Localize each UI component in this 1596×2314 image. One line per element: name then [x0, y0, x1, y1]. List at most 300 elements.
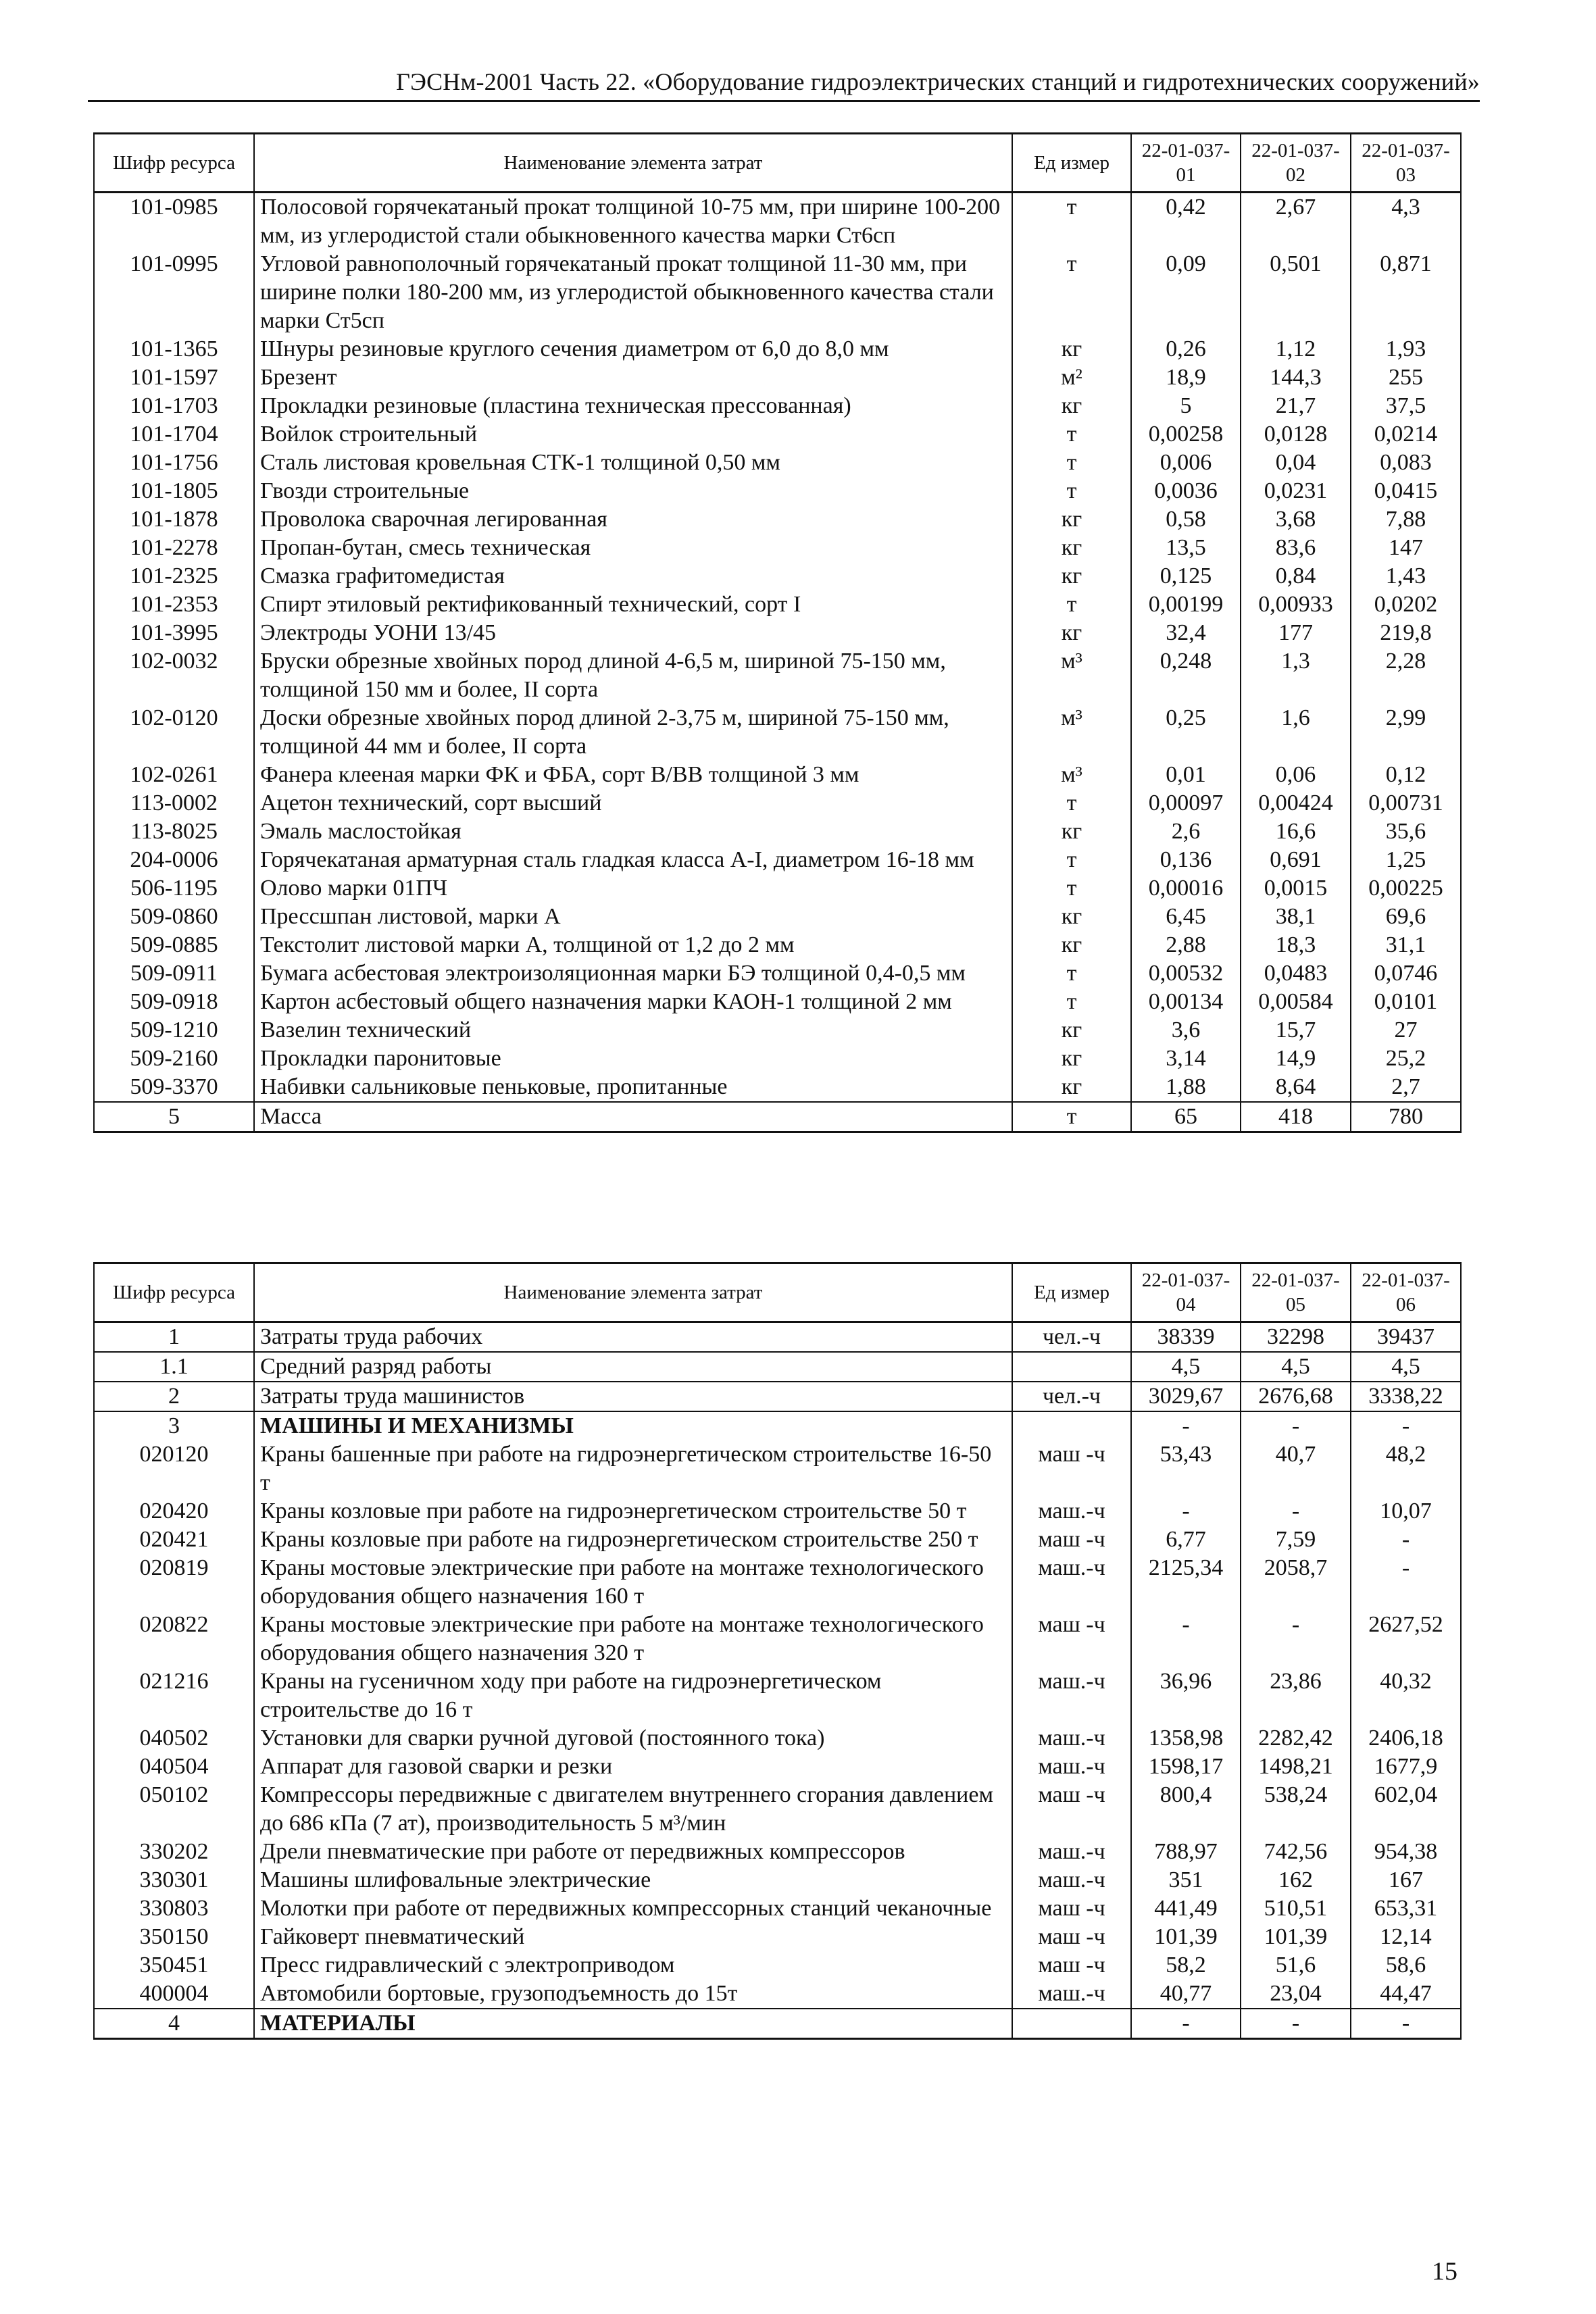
cell-value: 1498,21 [1241, 1753, 1351, 1781]
cell-name: Эмаль маслостойкая [254, 818, 1012, 846]
cell-value: 65 [1131, 1102, 1241, 1132]
cell-value: 38,1 [1241, 903, 1351, 931]
cell-value: 58,6 [1351, 1951, 1461, 1980]
cell-unit: маш -ч [1012, 1781, 1131, 1838]
cell-value: 653,31 [1351, 1894, 1461, 1923]
cell-value: 788,97 [1131, 1838, 1241, 1866]
cell-unit [1012, 1352, 1131, 1382]
cell-value: 441,49 [1131, 1894, 1241, 1923]
cell-value: 0,00731 [1351, 789, 1461, 818]
cell-code: 020421 [94, 1526, 254, 1554]
cell-unit [1012, 2009, 1131, 2039]
table-row [94, 1073, 1461, 1102]
cell-value: 31,1 [1351, 931, 1461, 959]
cell-value: 18,3 [1241, 931, 1351, 959]
cell-value: - [1241, 2009, 1351, 2039]
cell-value: 51,6 [1241, 1951, 1351, 1980]
cell-value: - [1241, 1611, 1351, 1667]
cell-code: 020420 [94, 1497, 254, 1526]
cell-value: 18,9 [1131, 363, 1241, 392]
cell-unit: маш.-ч [1012, 1838, 1131, 1866]
cell-value: 1598,17 [1131, 1753, 1241, 1781]
cell-value: 538,24 [1241, 1781, 1351, 1838]
cell-unit: т [1012, 959, 1131, 988]
cell-unit: т [1012, 590, 1131, 619]
cell-value: 0,00225 [1351, 874, 1461, 903]
cell-unit: кг [1012, 1045, 1131, 1073]
resources-table-1 [93, 132, 1462, 1133]
cell-value: 38339 [1131, 1322, 1241, 1353]
cell-value: 510,51 [1241, 1894, 1351, 1923]
cell-value: 0,136 [1131, 846, 1241, 874]
cell-unit: т [1012, 420, 1131, 449]
cell-value: - [1351, 1554, 1461, 1611]
cell-value: 14,9 [1241, 1045, 1351, 1073]
cell-value: - [1131, 1411, 1241, 1440]
cell-code: 2 [94, 1382, 254, 1411]
cell-value: 37,5 [1351, 392, 1461, 420]
resources-table-2 [93, 1262, 1462, 2040]
cell-name: Брезент [254, 363, 1012, 392]
cell-value: 2676,68 [1241, 1382, 1351, 1411]
cell-unit: кг [1012, 505, 1131, 534]
cell-name: Угловой равнополочный горячекатаный прокат толщиной 11-30 мм, при ширине полки 180-200 мм, из углеродистой обыкновенного качества стали марки Ст5сп [254, 250, 1012, 335]
table-row [94, 1894, 1461, 1923]
cell-value: 4,3 [1351, 193, 1461, 251]
cell-value: 0,58 [1131, 505, 1241, 534]
cell-value: 0,0214 [1351, 420, 1461, 449]
table-row [94, 363, 1461, 392]
col-header-name: Наименование элемента затрат [254, 1263, 1012, 1322]
cell-value: 0,06 [1241, 761, 1351, 789]
cell-name: Картон асбестовый общего назначения марки КАОН-1 толщиной 2 мм [254, 988, 1012, 1016]
cell-code: 400004 [94, 1980, 254, 2009]
cell-value: 6,45 [1131, 903, 1241, 931]
cell-unit [1012, 1411, 1131, 1440]
cell-value: 167 [1351, 1866, 1461, 1894]
cell-code: 102-0120 [94, 704, 254, 761]
cell-value: 0,0483 [1241, 959, 1351, 988]
cell-value: 101,39 [1241, 1923, 1351, 1951]
cell-value: 0,01 [1131, 761, 1241, 789]
cell-value: 69,6 [1351, 903, 1461, 931]
cell-value: 4,5 [1131, 1352, 1241, 1382]
cell-name: Краны мостовые электрические при работе на монтаже технологического оборудования общего назначения 320 т [254, 1611, 1012, 1667]
col-header-norm-4: 22-01-037-04 [1131, 1263, 1241, 1322]
cell-code: 509-0918 [94, 988, 254, 1016]
cell-unit: м³ [1012, 704, 1131, 761]
cell-value: 1,12 [1241, 335, 1351, 363]
cell-value: 2,99 [1351, 704, 1461, 761]
cell-value: 2,67 [1241, 193, 1351, 251]
col-header-norm-5: 22-01-037-05 [1241, 1263, 1351, 1322]
cell-value: 10,07 [1351, 1497, 1461, 1526]
cell-name: Текстолит листовой марки А, толщиной от 1,2 до 2 мм [254, 931, 1012, 959]
cell-value: 780 [1351, 1102, 1461, 1132]
cell-code: 1 [94, 1322, 254, 1353]
cell-name: Горячекатаная арматурная сталь гладкая класса А-I, диаметром 16-18 мм [254, 846, 1012, 874]
cell-code: 330803 [94, 1894, 254, 1923]
cell-value: 2,28 [1351, 647, 1461, 704]
cell-code: 330301 [94, 1866, 254, 1894]
cell-code: 101-1878 [94, 505, 254, 534]
table-row [94, 1923, 1461, 1951]
col-header-unit: Ед измер [1012, 134, 1131, 193]
cell-value: 83,6 [1241, 534, 1351, 562]
cell-value: - [1241, 1497, 1351, 1526]
table-row [94, 534, 1461, 562]
cell-name: Набивки сальниковые пеньковые, пропитанные [254, 1073, 1012, 1102]
cell-unit: кг [1012, 1016, 1131, 1045]
cell-name: Доски обрезные хвойных пород длиной 2-3,75 м, шириной 75-150 мм, толщиной 44 мм и более, II сорта [254, 704, 1012, 761]
table-row [94, 1980, 1461, 2009]
cell-unit: маш.-ч [1012, 1554, 1131, 1611]
cell-code: 101-1704 [94, 420, 254, 449]
cell-name: Автомобили бортовые, грузоподъемность до 15т [254, 1980, 1012, 2009]
cell-value: 1,93 [1351, 335, 1461, 363]
table-row [94, 505, 1461, 534]
cell-name: Молотки при работе от передвижных компрессорных станций чеканочные [254, 1894, 1012, 1923]
cell-unit: кг [1012, 619, 1131, 647]
cell-unit: маш.-ч [1012, 1980, 1131, 2009]
cell-value: 2058,7 [1241, 1554, 1351, 1611]
cell-value: - [1131, 1497, 1241, 1526]
cell-value: 0,00258 [1131, 420, 1241, 449]
cell-unit: маш.-ч [1012, 1667, 1131, 1724]
cell-value: 0,0415 [1351, 477, 1461, 505]
cell-code: 040502 [94, 1724, 254, 1753]
cell-code: 101-0995 [94, 250, 254, 335]
cell-value: 0,00016 [1131, 874, 1241, 903]
table-row [94, 846, 1461, 874]
cell-value: 53,43 [1131, 1440, 1241, 1497]
cell-unit: кг [1012, 1073, 1131, 1102]
cell-name: Смазка графитомедистая [254, 562, 1012, 590]
cell-value: 8,64 [1241, 1073, 1351, 1102]
cell-value: 418 [1241, 1102, 1351, 1132]
cell-value: 6,77 [1131, 1526, 1241, 1554]
cell-name: Краны козловые при работе на гидроэнергетическом строительстве 250 т [254, 1526, 1012, 1554]
cell-value: 0,00134 [1131, 988, 1241, 1016]
cell-value: 0,125 [1131, 562, 1241, 590]
table-row [94, 420, 1461, 449]
cell-name: Бумага асбестовая электроизоляционная марки БЭ толщиной 0,4-0,5 мм [254, 959, 1012, 988]
cell-value: 0,26 [1131, 335, 1241, 363]
cell-unit: чел.-ч [1012, 1322, 1131, 1353]
cell-value: 25,2 [1351, 1045, 1461, 1073]
cell-value: 1677,9 [1351, 1753, 1461, 1781]
cell-name: Шнуры резиновые круглого сечения диаметром от 6,0 до 8,0 мм [254, 335, 1012, 363]
col-header-norm-1: 22-01-037-01 [1131, 134, 1241, 193]
table-row [94, 1045, 1461, 1073]
cell-name: Войлок строительный [254, 420, 1012, 449]
cell-code: 204-0006 [94, 846, 254, 874]
table-row [94, 959, 1461, 988]
cell-code: 350451 [94, 1951, 254, 1980]
col-header-code: Шифр ресурса [94, 134, 254, 193]
cell-code: 101-0985 [94, 193, 254, 251]
cell-value: - [1241, 1411, 1351, 1440]
cell-value: 15,7 [1241, 1016, 1351, 1045]
cell-name: Дрели пневматические при работе от передвижных компрессоров [254, 1838, 1012, 1866]
cell-value: 2125,34 [1131, 1554, 1241, 1611]
cell-value: 4,5 [1241, 1352, 1351, 1382]
cell-code: 101-2325 [94, 562, 254, 590]
cell-value: 177 [1241, 619, 1351, 647]
cell-unit: т [1012, 874, 1131, 903]
table-row [94, 903, 1461, 931]
table-row [94, 449, 1461, 477]
cell-name: Пресс гидравлический с электроприводом [254, 1951, 1012, 1980]
cell-value: 0,12 [1351, 761, 1461, 789]
cell-value: - [1351, 1411, 1461, 1440]
cell-name: Краны козловые при работе на гидроэнергетическом строительстве 50 т [254, 1497, 1012, 1526]
cell-code: 020819 [94, 1554, 254, 1611]
cell-value: 101,39 [1131, 1923, 1241, 1951]
cell-value: 0,00933 [1241, 590, 1351, 619]
cell-name: Ацетон технический, сорт высший [254, 789, 1012, 818]
cell-unit: маш -ч [1012, 1951, 1131, 1980]
cell-value: 0,0128 [1241, 420, 1351, 449]
table-row [94, 1016, 1461, 1045]
table-row [94, 562, 1461, 590]
cell-code: 101-2278 [94, 534, 254, 562]
cell-name: Краны на гусеничном ходу при работе на гидроэнергетическом строительстве до 16 т [254, 1667, 1012, 1724]
table-row [94, 1951, 1461, 1980]
cell-unit: т [1012, 789, 1131, 818]
col-header-norm-6: 22-01-037-06 [1351, 1263, 1461, 1322]
cell-code: 509-0911 [94, 959, 254, 988]
table-row [94, 1440, 1461, 1497]
cell-unit: м³ [1012, 647, 1131, 704]
cell-name: МАШИНЫ И МЕХАНИЗМЫ [254, 1411, 1012, 1440]
cell-name: Сталь листовая кровельная СТК-1 толщиной 0,50 мм [254, 449, 1012, 477]
cell-name: Краны башенные при работе на гидроэнергетическом строительстве 16-50 т [254, 1440, 1012, 1497]
cell-unit: т [1012, 1102, 1131, 1132]
cell-value: 0,00097 [1131, 789, 1241, 818]
table-row [94, 619, 1461, 647]
cell-unit: т [1012, 846, 1131, 874]
cell-name: МАТЕРИАЛЫ [254, 2009, 1012, 2039]
cell-code: 020120 [94, 1440, 254, 1497]
table-row [94, 1667, 1461, 1724]
cell-code: 050102 [94, 1781, 254, 1838]
table-row [94, 590, 1461, 619]
table-row [94, 1781, 1461, 1838]
table-header-row [94, 134, 1461, 193]
cell-code: 1.1 [94, 1352, 254, 1382]
table-row [94, 250, 1461, 335]
cell-value: 27 [1351, 1016, 1461, 1045]
table-row [94, 1838, 1461, 1866]
cell-value: 1,88 [1131, 1073, 1241, 1102]
cell-value: 0,248 [1131, 647, 1241, 704]
cell-unit: кг [1012, 818, 1131, 846]
cell-unit: кг [1012, 392, 1131, 420]
cell-value: 144,3 [1241, 363, 1351, 392]
cell-value: 2406,18 [1351, 1724, 1461, 1753]
cell-name: Фанера клееная марки ФК и ФБА, сорт В/ВВ толщиной 3 мм [254, 761, 1012, 789]
cell-code: 101-3995 [94, 619, 254, 647]
cell-code: 101-1805 [94, 477, 254, 505]
cell-code: 506-1195 [94, 874, 254, 903]
cell-code: 113-8025 [94, 818, 254, 846]
table-row [94, 931, 1461, 959]
table-row [94, 761, 1461, 789]
cell-value: 58,2 [1131, 1951, 1241, 1980]
cell-value: 0,0202 [1351, 590, 1461, 619]
cell-unit: маш.-ч [1012, 1497, 1131, 1526]
cell-name: Полосовой горячекатаный прокат толщиной 10-75 мм, при ширине 100-200 мм, из углеродистой стали обыкновенного качества марки Ст6сп [254, 193, 1012, 251]
cell-value: 13,5 [1131, 534, 1241, 562]
table-row [94, 988, 1461, 1016]
cell-name: Олово марки 01ПЧ [254, 874, 1012, 903]
table-row [94, 1611, 1461, 1667]
table-row [94, 477, 1461, 505]
cell-value: 48,2 [1351, 1440, 1461, 1497]
cell-code: 101-1597 [94, 363, 254, 392]
cell-value: 0,0746 [1351, 959, 1461, 988]
cell-name: Проволока сварочная легированная [254, 505, 1012, 534]
table-row [94, 1526, 1461, 1554]
cell-code: 509-3370 [94, 1073, 254, 1102]
cell-value: 162 [1241, 1866, 1351, 1894]
cell-unit: кг [1012, 903, 1131, 931]
col-header-norm-2: 22-01-037-02 [1241, 134, 1351, 193]
cell-value: 2,7 [1351, 1073, 1461, 1102]
cell-unit: м³ [1012, 761, 1131, 789]
cell-value: 0,00584 [1241, 988, 1351, 1016]
cell-name: Машины шлифовальные электрические [254, 1866, 1012, 1894]
page-header: ГЭСНм-2001 Часть 22. «Оборудование гидроэлектрических станций и гидротехнических сооружений» [88, 68, 1480, 102]
cell-unit: маш.-ч [1012, 1753, 1131, 1781]
cell-value: 0,25 [1131, 704, 1241, 761]
cell-value: 4,5 [1351, 1352, 1461, 1382]
cell-value: 3,6 [1131, 1016, 1241, 1045]
cell-name: Пропан-бутан, смесь техническая [254, 534, 1012, 562]
cell-value: 2,88 [1131, 931, 1241, 959]
cell-unit: маш -ч [1012, 1440, 1131, 1497]
cell-unit: кг [1012, 335, 1131, 363]
cell-value: 32298 [1241, 1322, 1351, 1353]
cell-value: 0,691 [1241, 846, 1351, 874]
cell-unit: т [1012, 250, 1131, 335]
cell-name: Спирт этиловый ректификованный технический, сорт I [254, 590, 1012, 619]
cell-unit: маш -ч [1012, 1894, 1131, 1923]
cell-unit: маш -ч [1012, 1923, 1131, 1951]
cell-value: 1,43 [1351, 562, 1461, 590]
cell-code: 5 [94, 1102, 254, 1132]
col-header-unit: Ед измер [1012, 1263, 1131, 1322]
cell-value: 32,4 [1131, 619, 1241, 647]
cell-name: Краны мостовые электрические при работе на монтаже технологического оборудования общего назначения 160 т [254, 1554, 1012, 1611]
table-row [94, 704, 1461, 761]
table-row [94, 2009, 1461, 2039]
cell-value: 1,25 [1351, 846, 1461, 874]
cell-unit: т [1012, 193, 1131, 251]
cell-unit: т [1012, 449, 1131, 477]
cell-value: 0,0231 [1241, 477, 1351, 505]
cell-value: 0,0015 [1241, 874, 1351, 903]
cell-name: Компрессоры передвижные с двигателем внутреннего сгорания давлением до 686 кПа (7 ат), производительность 5 м³/мин [254, 1781, 1012, 1838]
cell-value: 1,6 [1241, 704, 1351, 761]
cell-value: 0,09 [1131, 250, 1241, 335]
cell-code: 113-0002 [94, 789, 254, 818]
cell-value: 23,86 [1241, 1667, 1351, 1724]
cell-value: 40,7 [1241, 1440, 1351, 1497]
cell-code: 101-1365 [94, 335, 254, 363]
cell-value: - [1351, 1526, 1461, 1554]
table-row [94, 1753, 1461, 1781]
cell-value: 44,47 [1351, 1980, 1461, 2009]
cell-name: Средний разряд работы [254, 1352, 1012, 1382]
cell-code: 509-1210 [94, 1016, 254, 1045]
cell-value: 3338,22 [1351, 1382, 1461, 1411]
cell-value: - [1131, 2009, 1241, 2039]
cell-value: 351 [1131, 1866, 1241, 1894]
cell-name: Затраты труда машинистов [254, 1382, 1012, 1411]
table-row [94, 392, 1461, 420]
cell-value: 0,0036 [1131, 477, 1241, 505]
col-header-name: Наименование элемента затрат [254, 134, 1012, 193]
cell-value: 0,0101 [1351, 988, 1461, 1016]
cell-value: 800,4 [1131, 1781, 1241, 1838]
cell-unit: маш -ч [1012, 1526, 1131, 1554]
cell-name: Масса [254, 1102, 1012, 1132]
cell-value: 0,00424 [1241, 789, 1351, 818]
cell-value: 12,14 [1351, 1923, 1461, 1951]
cell-value: 602,04 [1351, 1781, 1461, 1838]
cell-name: Затраты труда рабочих [254, 1322, 1012, 1353]
cell-code: 102-0261 [94, 761, 254, 789]
cell-value: 0,083 [1351, 449, 1461, 477]
cell-code: 101-1756 [94, 449, 254, 477]
cell-code: 020822 [94, 1611, 254, 1667]
cell-value: 742,56 [1241, 1838, 1351, 1866]
cell-code: 101-2353 [94, 590, 254, 619]
cell-value: 255 [1351, 363, 1461, 392]
table-row [94, 1382, 1461, 1411]
col-header-norm-3: 22-01-037-03 [1351, 134, 1461, 193]
cell-value: 23,04 [1241, 1980, 1351, 2009]
cell-value: 0,871 [1351, 250, 1461, 335]
cell-name: Прессшпан листовой, марки А [254, 903, 1012, 931]
cell-value: 40,32 [1351, 1667, 1461, 1724]
cell-value: 5 [1131, 392, 1241, 420]
table-row [94, 1102, 1461, 1132]
cell-code: 509-0860 [94, 903, 254, 931]
cell-name: Прокладки паронитовые [254, 1045, 1012, 1073]
cell-value: 3,14 [1131, 1045, 1241, 1073]
cell-code: 509-2160 [94, 1045, 254, 1073]
cell-unit: маш -ч [1012, 1611, 1131, 1667]
table-row [94, 874, 1461, 903]
cell-unit: кг [1012, 931, 1131, 959]
table-row [94, 335, 1461, 363]
cell-value: 2627,52 [1351, 1611, 1461, 1667]
table-row [94, 1497, 1461, 1526]
table-row [94, 1322, 1461, 1353]
cell-value: - [1351, 2009, 1461, 2039]
cell-value: 0,84 [1241, 562, 1351, 590]
cell-unit: кг [1012, 562, 1131, 590]
table-row [94, 193, 1461, 251]
cell-unit: чел.-ч [1012, 1382, 1131, 1411]
cell-name: Электроды УОНИ 13/45 [254, 619, 1012, 647]
cell-name: Установки для сварки ручной дуговой (постоянного тока) [254, 1724, 1012, 1753]
cell-value: 0,42 [1131, 193, 1241, 251]
cell-value: 7,59 [1241, 1526, 1351, 1554]
